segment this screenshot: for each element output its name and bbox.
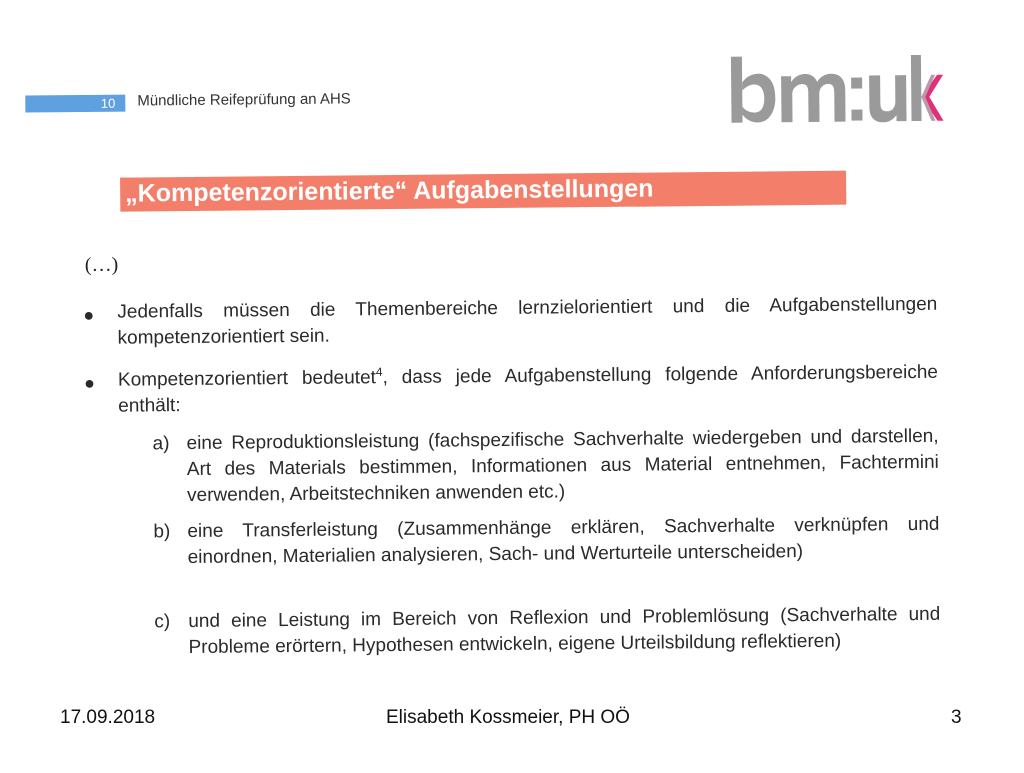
ellipsis-marker: (…) <box>84 253 119 276</box>
sub-item-letter: b) <box>153 521 171 543</box>
footer-page-number: 3 <box>951 707 962 728</box>
bullet-item <box>0 360 940 417</box>
bullet-text <box>117 292 937 352</box>
footer-date: 17.09.2018 <box>60 707 156 728</box>
bmuk-logo-graphic <box>723 51 944 133</box>
bullet-text-main: Jedenfalls müssen die Themenbereiche lernzielorientiert und die Aufgabenstellungen kompetenzorientiert sein. <box>117 293 938 349</box>
sub-item <box>1 512 941 569</box>
header-title: Mündliche Reifeprüfung an AHS <box>137 90 351 110</box>
bmuk-logo <box>723 51 944 133</box>
sub-item-letter: a) <box>152 433 170 455</box>
bullet-text-main: Kompetenzorientiert bedeutet <box>117 367 376 391</box>
header-page-number: 10 <box>100 95 116 111</box>
sub-item-text: und eine Leistung im Bereich von Reflexion und Problemlösung (Sachverhalte und Probleme erörtern, Hypothesen entwickeln, eigene Urteilsbildung reflektieren) <box>188 603 941 659</box>
slide-title-bar <box>120 171 846 212</box>
sub-item <box>0 424 940 507</box>
bullet-marker: ● <box>83 304 95 325</box>
bullet-marker: ● <box>83 372 95 393</box>
bullet-text <box>118 360 938 420</box>
sub-item <box>2 602 942 659</box>
sub-item-text: eine Reproduktionsleistung (fachspezifische Sachverhalte wiedergeben und darstellen, Art des Materials bestimmen, Informationen aus Material entnehmen, Fachtermini verwenden, Arbeitstechniken anwenden etc.) <box>186 425 939 507</box>
header-page-tab <box>25 95 125 113</box>
sub-item-text: eine Transferleistung (Zusammenhänge erklären, Sachverhalte verknüpfen und einordnen, Materialien analysieren, Sach- und Werturteile unterscheiden) <box>187 513 940 569</box>
bullet-item <box>0 292 939 349</box>
footnote-reference: 4 <box>375 364 383 379</box>
sub-item-letter: c) <box>154 611 171 633</box>
bullet-text-rest: , dass jede Aufgabenstellung folgende Anforderungsbereiche enthält: <box>118 361 939 417</box>
slide-title: „Kompetenzorientierte“ Aufgabenstellungen <box>125 174 654 208</box>
footer-author: Elisabeth Kossmeier, PH OÖ <box>386 707 630 728</box>
